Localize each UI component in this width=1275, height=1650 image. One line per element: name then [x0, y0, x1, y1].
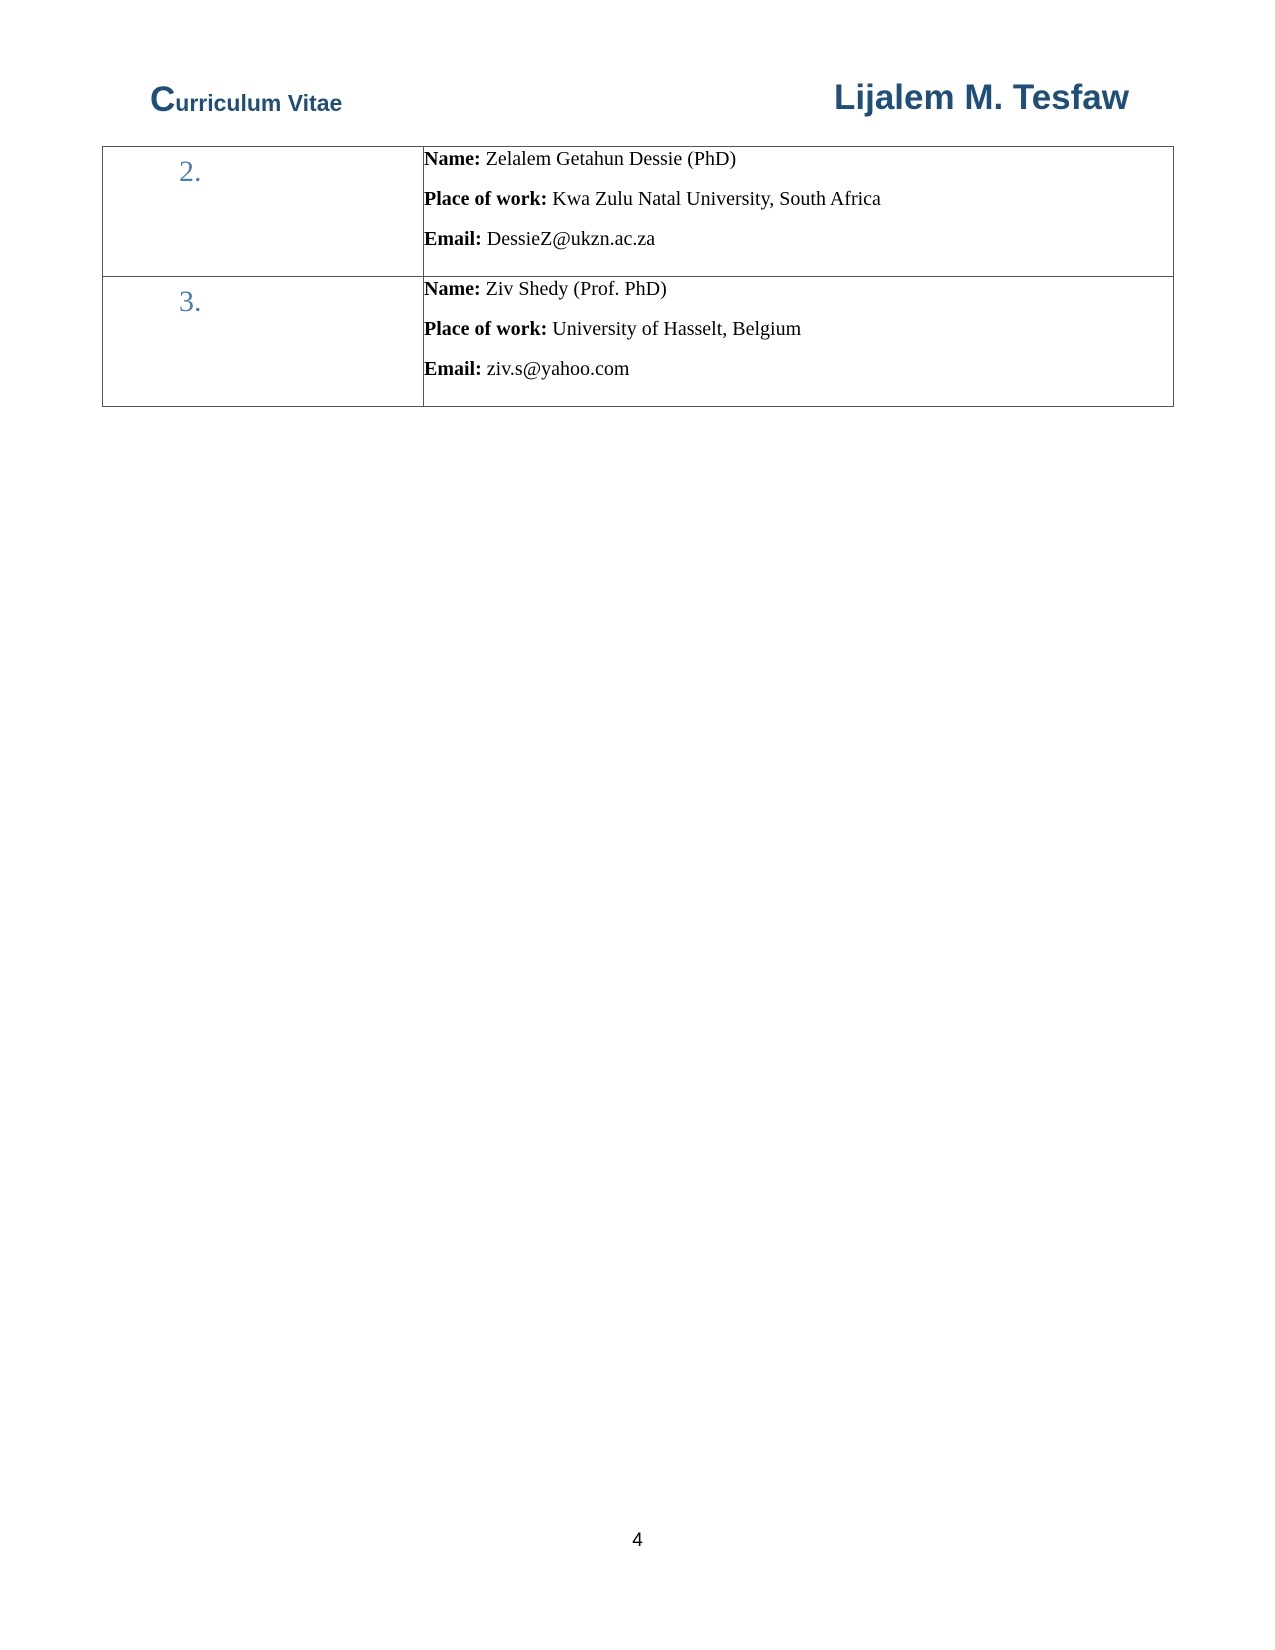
reference-number-cell [103, 147, 424, 277]
email-label: Email: [424, 358, 482, 380]
name-value: Ziv Shedy (Prof. PhD) [485, 278, 667, 300]
work-value: Kwa Zulu Natal University, South Africa [552, 188, 881, 210]
email-value: DessieZ@ukzn.ac.za [486, 228, 656, 250]
reference-email-line [424, 227, 1173, 267]
table-row [103, 147, 1174, 277]
reference-work-line [424, 187, 1173, 227]
work-label: Place of work: [424, 318, 548, 340]
reference-name-line [424, 277, 1173, 317]
cv-heading-initial: C [150, 80, 176, 119]
reference-work-line [424, 317, 1173, 357]
cv-heading-rest: urriculum Vitae [175, 90, 343, 116]
work-value: University of Hasselt, Belgium [552, 318, 802, 340]
name-value: Zelalem Getahun Dessie (PhD) [485, 148, 737, 170]
reference-details-cell [424, 147, 1174, 277]
reference-number: 2. [179, 155, 202, 188]
cv-heading [150, 80, 342, 120]
work-label: Place of work: [424, 188, 548, 210]
email-value: ziv.s@yahoo.com [486, 358, 630, 380]
reference-number: 3. [179, 285, 202, 318]
name-label: Name: [424, 278, 481, 300]
table-row [103, 277, 1174, 407]
reference-email-line [424, 357, 1173, 397]
name-label: Name: [424, 148, 481, 170]
author-name: Lijalem M. Tesfaw [834, 78, 1129, 117]
reference-number-cell [103, 277, 424, 407]
reference-name-line [424, 147, 1173, 187]
page-number: 4 [632, 1530, 643, 1551]
reference-details-cell [424, 277, 1174, 407]
email-label: Email: [424, 228, 482, 250]
references-table [102, 146, 1174, 407]
